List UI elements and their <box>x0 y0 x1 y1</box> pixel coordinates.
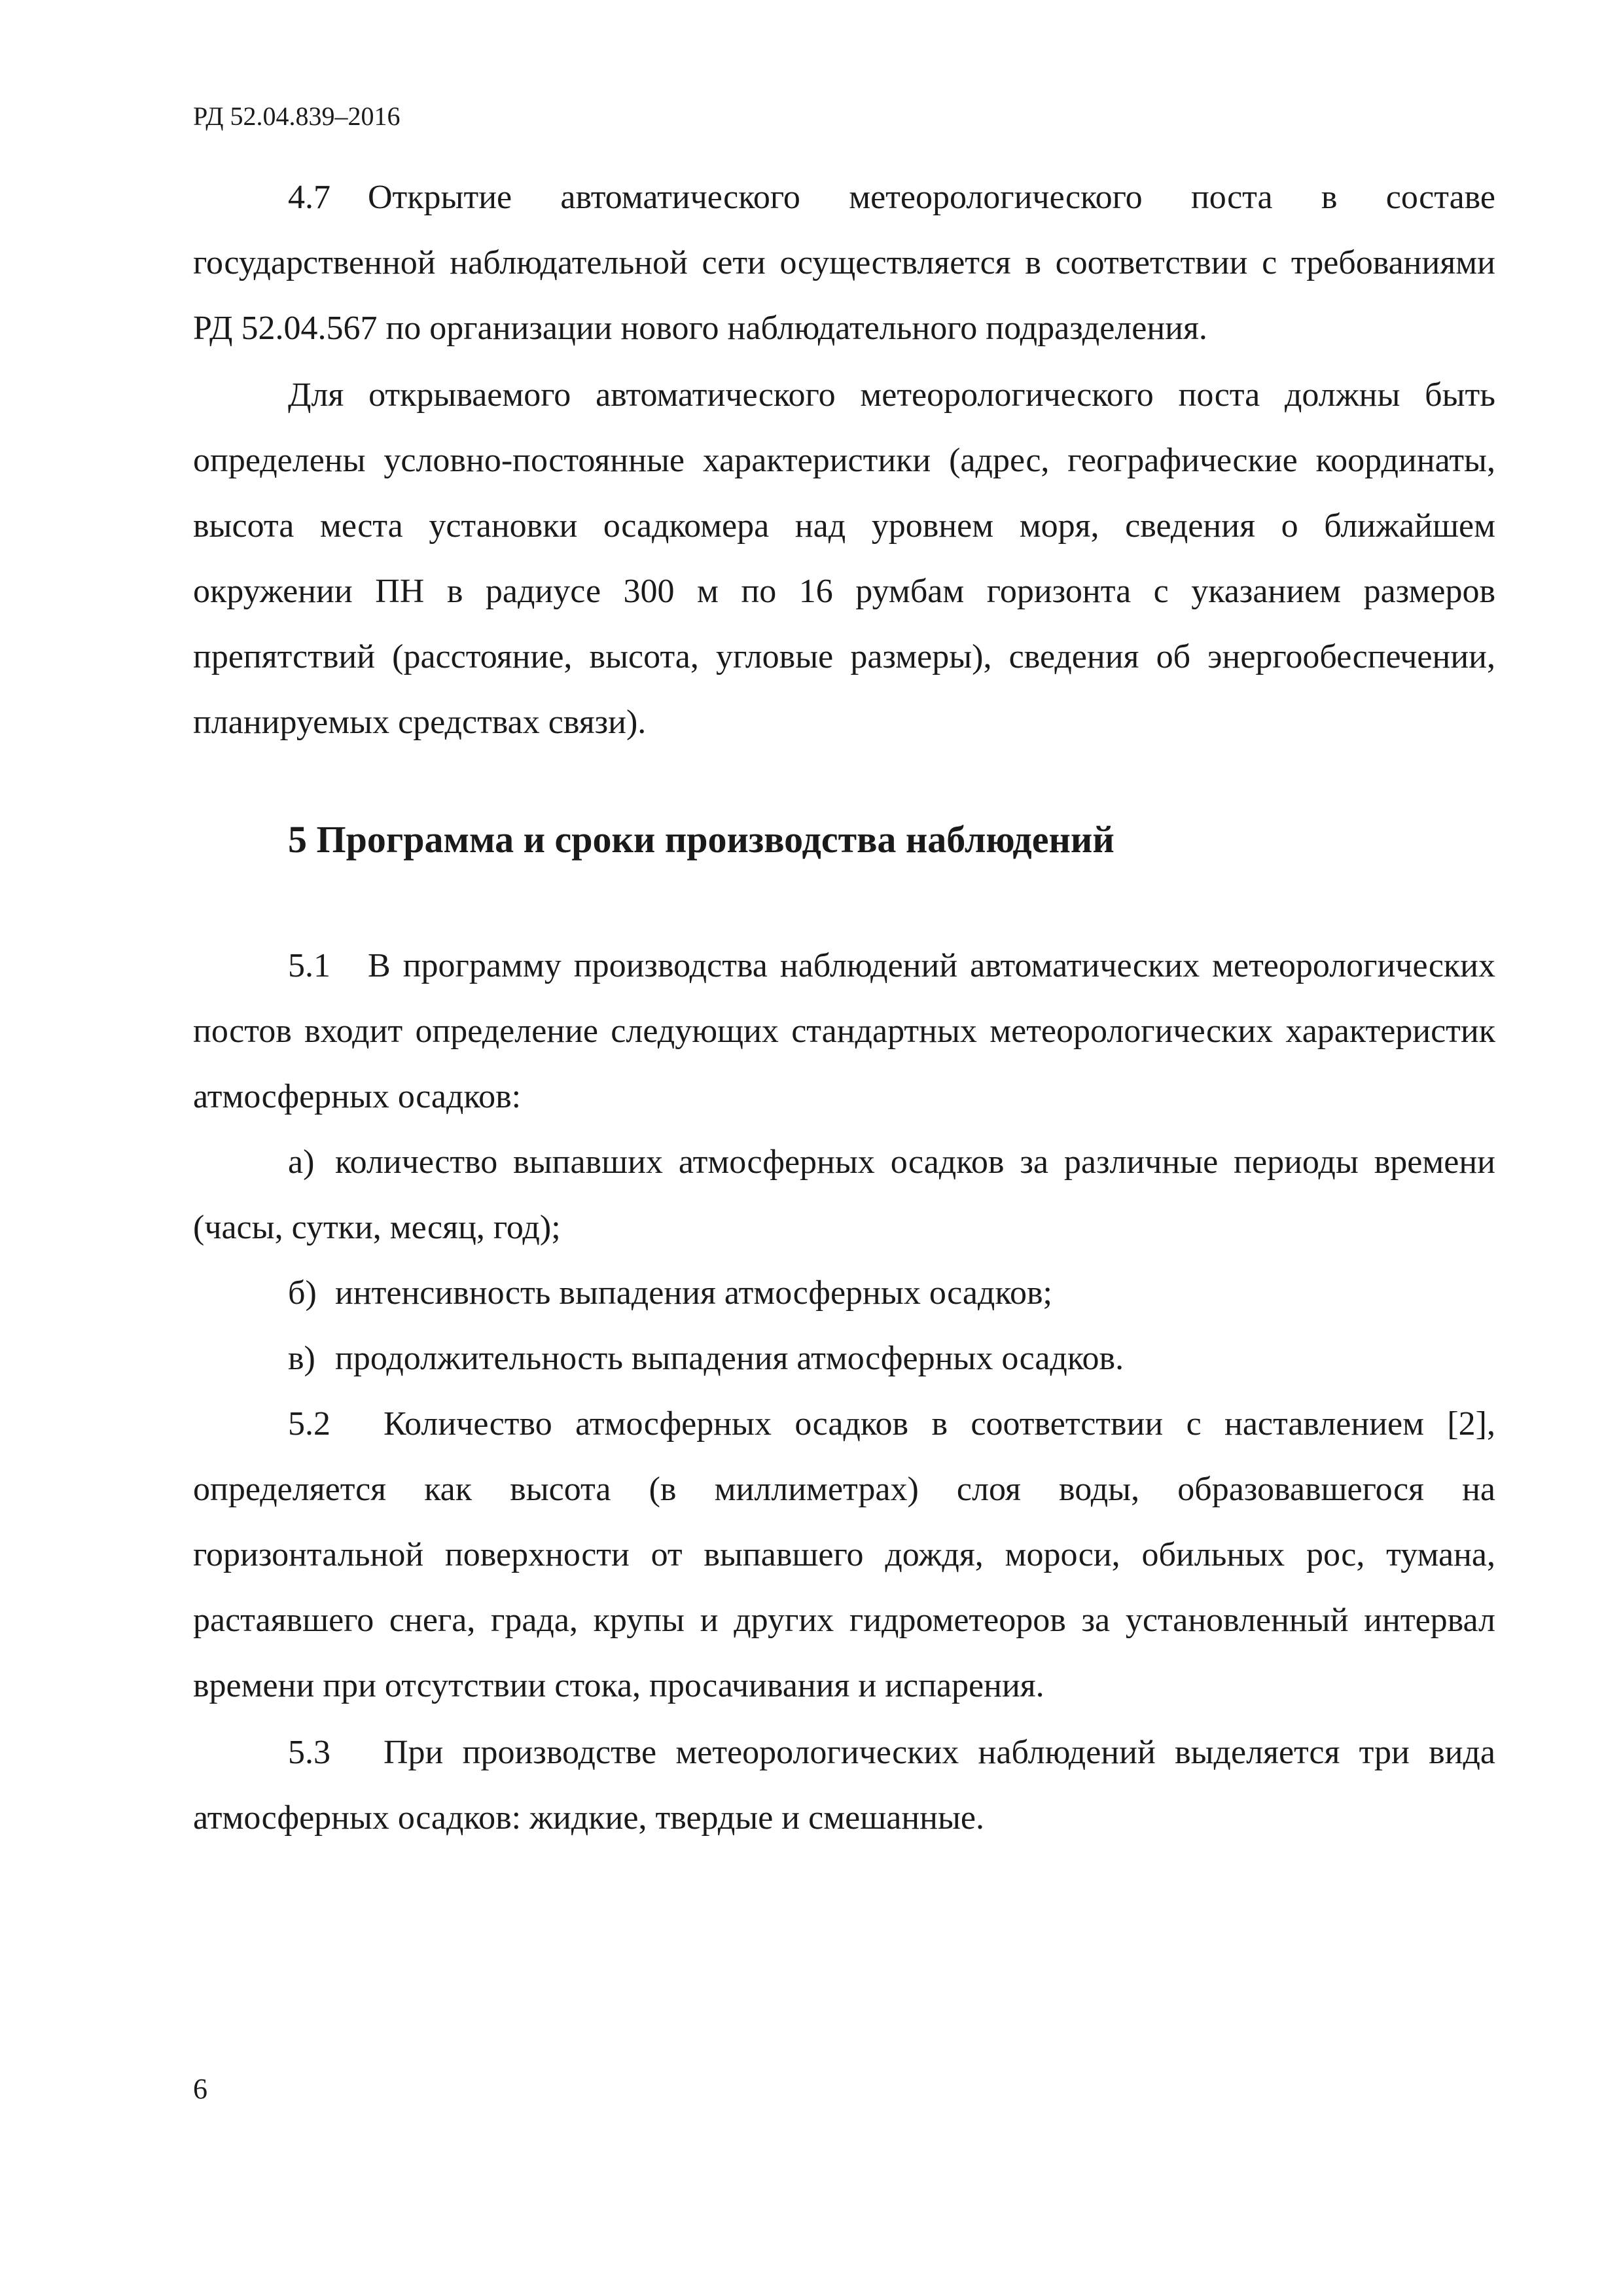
document-code-header: РД 52.04.839–2016 <box>193 101 401 131</box>
paragraph-text: В программу производства наблюдений автоматических метеорологических постов входит определение следующих стандартных метеорологических характеристик атмосферных осадков: <box>193 947 1495 1115</box>
list-marker: в) <box>288 1340 315 1377</box>
paragraph-5-2 <box>193 1391 1495 1719</box>
list-item-text: продолжительность выпадения атмосферных осадков. <box>335 1340 1124 1377</box>
section-5-heading: 5 Программа и сроки производства наблюдений <box>288 818 1115 861</box>
page-number: 6 <box>193 2073 207 2105</box>
list-item <box>193 1326 1495 1391</box>
list-marker: а) <box>288 1143 315 1181</box>
list-item-text: количество выпавших атмосферных осадков за различные периоды времени (часы, сутки, месяц, год); <box>193 1143 1495 1246</box>
clause-number: 5.1 <box>288 947 330 984</box>
paragraph-5-3 <box>193 1720 1495 1851</box>
paragraph-4-7-continued: Для открываемого автоматического метеорологического поста должны быть определены условно-постоянные характеристики (адрес, географические координаты, высота места установки осадкомера над уровнем моря, сведения о ближайшем окружении ПН в радиусе 300 м по 16 румбам горизонта с указанием размеров препятствий (расстояние, высота, угловые размеры), сведения об энергообеспечении, планируемых средствах связи). <box>193 376 1495 741</box>
paragraph-text: Открытие автоматического метеорологического поста в составе государственной наблюдательной сети осуществляется в соответствии с требованиями РД 52.04.567 по организации нового наблюдательного подразделения. <box>193 179 1495 347</box>
paragraph-text: При производстве метеорологических наблюдений выделяется три вида атмосферных осадков: жидкие, твердые и смешанные. <box>193 1734 1495 1837</box>
paragraph-5-1 <box>193 933 1495 1130</box>
clause-number: 5.3 <box>288 1734 330 1771</box>
list-item-text: интенсивность выпадения атмосферных осадков; <box>335 1274 1052 1312</box>
page-body <box>193 165 1495 1851</box>
paragraph-text: Количество атмосферных осадков в соответствии с наставлением [2], определяется как высота (в миллиметрах) слоя воды, образовавшегося на горизонтальной поверхности от выпавшего дождя, мороси, обильных рос, тумана, растаявшего снега, града, крупы и других гидрометеоров за установленный интервал времени при отсутствии стока, просачивания и испарения. <box>193 1405 1495 1704</box>
clause-number: 4.7 <box>288 179 330 216</box>
list-item <box>193 1130 1495 1261</box>
list-marker: б) <box>288 1274 317 1312</box>
clause-number: 5.2 <box>288 1405 330 1443</box>
list-item <box>193 1261 1495 1326</box>
paragraph-4-7 <box>193 165 1495 361</box>
